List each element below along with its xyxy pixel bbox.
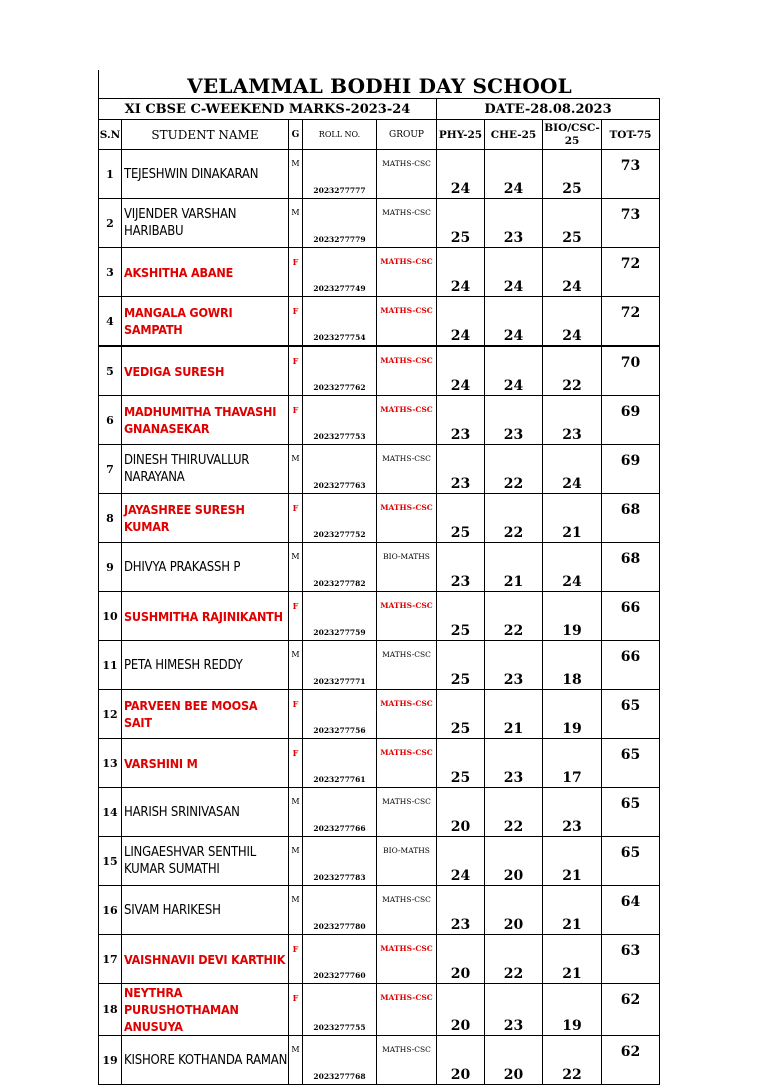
student-row — [99, 445, 660, 494]
serial-number: 11 — [99, 641, 122, 690]
student-name: MADHUMITHA THAVASHI GNANASEKAR — [122, 396, 289, 445]
group: MATHS-CSC — [377, 935, 437, 984]
phy-mark: 25 — [437, 641, 485, 690]
gender: F — [289, 984, 303, 1036]
total-mark: 72 — [602, 248, 660, 297]
phy-mark: 25 — [437, 739, 485, 788]
roll-number: 2023277777 — [303, 150, 377, 199]
phy-mark: 25 — [437, 592, 485, 641]
student-name: HARISH SRINIVASAN — [122, 788, 289, 837]
che-mark: 22 — [485, 494, 543, 543]
header-bio-csc: BIO/CSC-25 — [543, 120, 602, 150]
school-title: VELAMMAL BODHI DAY SCHOOL — [187, 74, 572, 98]
che-mark: 23 — [485, 396, 543, 445]
che-mark: 23 — [485, 641, 543, 690]
roll-number: 2023277752 — [303, 494, 377, 543]
roll-number: 2023277766 — [303, 788, 377, 837]
student-row — [99, 396, 660, 445]
serial-number: 14 — [99, 788, 122, 837]
group: MATHS-CSC — [377, 886, 437, 935]
roll-number: 2023277760 — [303, 935, 377, 984]
che-mark: 24 — [485, 346, 543, 396]
serial-number: 12 — [99, 690, 122, 739]
subtitle-row — [99, 99, 660, 120]
group: MATHS-CSC — [377, 346, 437, 396]
che-mark: 23 — [485, 984, 543, 1036]
student-name: AKSHITHA ABANE — [122, 248, 289, 297]
serial-number: 7 — [99, 445, 122, 494]
exam-subtitle: XI CBSE C-WEEKEND MARKS-2023-24 — [99, 99, 437, 120]
exam-date: DATE-28.08.2023 — [437, 99, 660, 120]
serial-number: 6 — [99, 396, 122, 445]
roll-number: 2023277755 — [303, 984, 377, 1036]
phy-mark: 24 — [437, 837, 485, 886]
bio-csc-mark: 19 — [543, 984, 602, 1036]
student-name: PARVEEN BEE MOOSA SAIT — [122, 690, 289, 739]
header-gender: G — [289, 120, 303, 150]
student-name: SUSHMITHA RAJINIKANTH — [122, 592, 289, 641]
gender: M — [289, 641, 303, 690]
header-student-name: STUDENT NAME — [122, 120, 289, 150]
group: BIO-MATHS — [377, 837, 437, 886]
serial-number: 4 — [99, 297, 122, 347]
student-name: VEDIGA SURESH — [122, 346, 289, 396]
total-mark: 64 — [602, 886, 660, 935]
header-roll-no: ROLL NO. — [303, 120, 377, 150]
serial-number: 9 — [99, 543, 122, 592]
student-row — [99, 592, 660, 641]
bio-csc-mark: 17 — [543, 739, 602, 788]
che-mark: 22 — [485, 788, 543, 837]
bio-csc-mark: 24 — [543, 248, 602, 297]
total-mark: 65 — [602, 690, 660, 739]
total-mark: 65 — [602, 837, 660, 886]
total-mark: 66 — [602, 592, 660, 641]
student-row — [99, 199, 660, 248]
group: BIO-MATHS — [377, 543, 437, 592]
gender: M — [289, 788, 303, 837]
total-mark: 69 — [602, 445, 660, 494]
total-mark: 62 — [602, 1036, 660, 1085]
phy-mark: 25 — [437, 199, 485, 248]
che-mark: 24 — [485, 297, 543, 347]
student-name: NEYTHRA PURUSHOTHAMAN ANUSUYA — [122, 984, 289, 1036]
roll-number: 2023277754 — [303, 297, 377, 347]
phy-mark: 23 — [437, 886, 485, 935]
marks-table — [98, 98, 660, 1085]
header-phy: PHY-25 — [437, 120, 485, 150]
header-che: CHE-25 — [485, 120, 543, 150]
gender: F — [289, 739, 303, 788]
bio-csc-mark: 21 — [543, 935, 602, 984]
total-mark: 73 — [602, 199, 660, 248]
roll-number: 2023277768 — [303, 1036, 377, 1085]
phy-mark: 20 — [437, 984, 485, 1036]
total-mark: 68 — [602, 543, 660, 592]
gender: M — [289, 837, 303, 886]
serial-number: 5 — [99, 346, 122, 396]
student-name: VAISHNAVII DEVI KARTHIK — [122, 935, 289, 984]
total-mark: 72 — [602, 297, 660, 347]
roll-number: 2023277761 — [303, 739, 377, 788]
serial-number: 18 — [99, 984, 122, 1036]
che-mark: 23 — [485, 739, 543, 788]
phy-mark: 24 — [437, 297, 485, 347]
student-row — [99, 494, 660, 543]
student-name: VIJENDER VARSHAN HARIBABU — [122, 199, 289, 248]
phy-mark: 20 — [437, 1036, 485, 1085]
total-mark: 63 — [602, 935, 660, 984]
total-mark: 68 — [602, 494, 660, 543]
bio-csc-mark: 21 — [543, 886, 602, 935]
serial-number: 15 — [99, 837, 122, 886]
roll-number: 2023277779 — [303, 199, 377, 248]
roll-number: 2023277756 — [303, 690, 377, 739]
roll-number: 2023277753 — [303, 396, 377, 445]
bio-csc-mark: 25 — [543, 199, 602, 248]
gender: F — [289, 248, 303, 297]
phy-mark: 24 — [437, 248, 485, 297]
student-name: JAYASHREE SURESH KUMAR — [122, 494, 289, 543]
group: MATHS-CSC — [377, 739, 437, 788]
header-total: TOT-75 — [602, 120, 660, 150]
student-row — [99, 739, 660, 788]
group: MATHS-CSC — [377, 1036, 437, 1085]
group: MATHS-CSC — [377, 445, 437, 494]
total-mark: 65 — [602, 788, 660, 837]
total-mark: 73 — [602, 150, 660, 199]
header-group: GROUP — [377, 120, 437, 150]
roll-number: 2023277759 — [303, 592, 377, 641]
gender: F — [289, 346, 303, 396]
group: MATHS-CSC — [377, 788, 437, 837]
bio-csc-mark: 24 — [543, 543, 602, 592]
student-row — [99, 346, 660, 396]
phy-mark: 23 — [437, 396, 485, 445]
group: MATHS-CSC — [377, 592, 437, 641]
phy-mark: 23 — [437, 543, 485, 592]
gender: F — [289, 494, 303, 543]
group: MATHS-CSC — [377, 984, 437, 1036]
serial-number: 17 — [99, 935, 122, 984]
total-mark: 69 — [602, 396, 660, 445]
student-row — [99, 788, 660, 837]
column-header-row — [99, 120, 660, 150]
bio-csc-mark: 23 — [543, 788, 602, 837]
bio-csc-mark: 24 — [543, 297, 602, 347]
student-row — [99, 935, 660, 984]
student-name: TEJESHWIN DINAKARAN — [122, 150, 289, 199]
group: MATHS-CSC — [377, 199, 437, 248]
bio-csc-mark: 22 — [543, 1036, 602, 1085]
student-row — [99, 837, 660, 886]
serial-number: 2 — [99, 199, 122, 248]
bio-csc-mark: 21 — [543, 494, 602, 543]
student-row — [99, 641, 660, 690]
phy-mark: 24 — [437, 346, 485, 396]
student-row — [99, 984, 660, 1036]
student-row — [99, 690, 660, 739]
bio-csc-mark: 23 — [543, 396, 602, 445]
student-name: LINGAESHVAR SENTHIL KUMAR SUMATHI — [122, 837, 289, 886]
roll-number: 2023277763 — [303, 445, 377, 494]
student-row — [99, 886, 660, 935]
phy-mark: 23 — [437, 445, 485, 494]
group: MATHS-CSC — [377, 248, 437, 297]
che-mark: 24 — [485, 150, 543, 199]
che-mark: 24 — [485, 248, 543, 297]
group: MATHS-CSC — [377, 150, 437, 199]
student-row — [99, 248, 660, 297]
bio-csc-mark: 25 — [543, 150, 602, 199]
group: MATHS-CSC — [377, 690, 437, 739]
che-mark: 20 — [485, 886, 543, 935]
serial-number: 13 — [99, 739, 122, 788]
serial-number: 8 — [99, 494, 122, 543]
che-mark: 21 — [485, 543, 543, 592]
phy-mark: 25 — [437, 494, 485, 543]
gender: F — [289, 690, 303, 739]
che-mark: 22 — [485, 445, 543, 494]
student-row — [99, 1036, 660, 1085]
serial-number: 19 — [99, 1036, 122, 1085]
che-mark: 22 — [485, 935, 543, 984]
phy-mark: 20 — [437, 788, 485, 837]
roll-number: 2023277780 — [303, 886, 377, 935]
header-sn: S.N — [99, 120, 122, 150]
serial-number: 10 — [99, 592, 122, 641]
student-name: SIVAM HARIKESH — [122, 886, 289, 935]
gender: M — [289, 445, 303, 494]
student-row — [99, 297, 660, 347]
total-mark: 62 — [602, 984, 660, 1036]
total-mark: 65 — [602, 739, 660, 788]
gender: F — [289, 592, 303, 641]
che-mark: 23 — [485, 199, 543, 248]
group: MATHS-CSC — [377, 641, 437, 690]
serial-number: 16 — [99, 886, 122, 935]
gender: M — [289, 199, 303, 248]
roll-number: 2023277762 — [303, 346, 377, 396]
che-mark: 20 — [485, 1036, 543, 1085]
student-row — [99, 150, 660, 199]
gender: M — [289, 543, 303, 592]
total-mark: 70 — [602, 346, 660, 396]
bio-csc-mark: 19 — [543, 690, 602, 739]
student-name: MANGALA GOWRI SAMPATH — [122, 297, 289, 347]
student-name: DHIVYA PRAKASSH P — [122, 543, 289, 592]
phy-mark: 24 — [437, 150, 485, 199]
che-mark: 21 — [485, 690, 543, 739]
group: MATHS-CSC — [377, 494, 437, 543]
gender: F — [289, 297, 303, 347]
bio-csc-mark: 18 — [543, 641, 602, 690]
student-row — [99, 543, 660, 592]
roll-number: 2023277783 — [303, 837, 377, 886]
roll-number: 2023277782 — [303, 543, 377, 592]
phy-mark: 20 — [437, 935, 485, 984]
gender: M — [289, 1036, 303, 1085]
student-name: VARSHINI M — [122, 739, 289, 788]
roll-number: 2023277771 — [303, 641, 377, 690]
student-name: KISHORE KOTHANDA RAMAN — [122, 1036, 289, 1085]
bio-csc-mark: 19 — [543, 592, 602, 641]
serial-number: 1 — [99, 150, 122, 199]
gender: F — [289, 935, 303, 984]
gender: M — [289, 150, 303, 199]
total-mark: 66 — [602, 641, 660, 690]
bio-csc-mark: 21 — [543, 837, 602, 886]
che-mark: 22 — [485, 592, 543, 641]
gender: F — [289, 396, 303, 445]
group: MATHS-CSC — [377, 297, 437, 347]
student-name: DINESH THIRUVALLUR NARAYANA — [122, 445, 289, 494]
roll-number: 2023277749 — [303, 248, 377, 297]
phy-mark: 25 — [437, 690, 485, 739]
gender: M — [289, 886, 303, 935]
bio-csc-mark: 24 — [543, 445, 602, 494]
serial-number: 3 — [99, 248, 122, 297]
student-name: PETA HIMESH REDDY — [122, 641, 289, 690]
bio-csc-mark: 22 — [543, 346, 602, 396]
che-mark: 20 — [485, 837, 543, 886]
group: MATHS-CSC — [377, 396, 437, 445]
